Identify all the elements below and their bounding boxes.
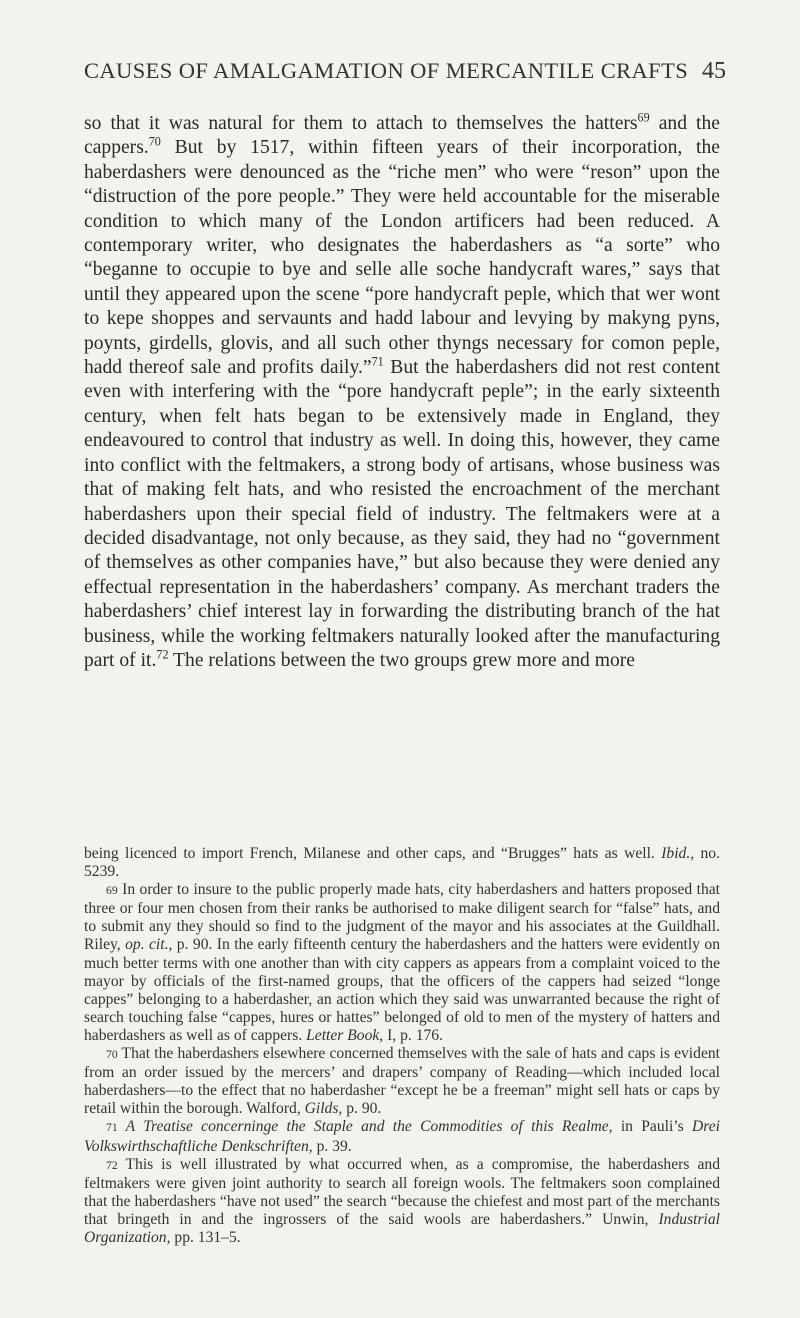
paragraph: so that it was natural for them to attach to themselves the hatters$^{69}$ and the cappers.$^{70}$ But by 1517, within fifteen years of their incorporation, the haberdashers were denounced as the “riche men” who were “reson” upon the “distruction of the pore people.” They were held accountable for the miserable condition to which many of the London artificers had been reduced. A contemporary writer, who designates the haberdashers as “a sorte” who “beganne to occupie to bye and selle alle soche handycraft wares,” says that until they appeared upon the scene “pore handycraft peple, which that wer wont to kepe shoppes and servaunts and hadd labour and levying by makyng pyns, poynts, girdells, glovis, and all such other thyngs necessary for comon peple, hadd thereof sale and profits daily.”$^{71}$ But the haberdashers did not rest content even with interfering with the “pore handycraft peple”; in the early sixteenth century, when felt hats began to be extensively made in England, they endeavoured to control that industry as well. In doing this, however, they came into conflict with the feltmakers, a strong body of artisans, whose business was that of making felt hats, and who resisted the encroachment of the merchant haberdashers upon their special field of industry. The feltmakers were at a decided disadvantage, not only because, as they said, they had no “government of themselves as other companies have,” but also because they were denied any effectual representation in the haberdashers’ company. As merchant traders the haberdashers’ chief interest lay in forwarding the distributing branch of the hat business, while the working feltmakers naturally looked after the manufacturing part of it.$^{72}$ The relations between the two groups grew more and more — [84, 110, 720, 671]
footnote-70: 70 That the haberdashers elsewhere concerned themselves with the sale of hats and caps is evident from an order issued by the mercers’ and drapers’ company of Reading—which included local haberdashers—to the effect that no haberdasher “except he be a freeman” might sell hats or caps by retail within the borough. Walford, Gilds, p. 90. — [84, 1045, 720, 1118]
footnote-69: 69 In order to insure to the public properly made hats, city haberdashers and hatters proposed that three or four men chosen from their ranks be authorised to make diligent search for “false” hats, and to submit any they should so find to the judgment of the mayor and his associates at the Guildhall. Riley, op. cit., p. 90. In the early fifteenth century the haberdashers and the hatters were evidently on much better terms with one another than with city cappers as appears from a complaint voiced to the mayor by officials of the first-named groups, that the officers of the cappers had seized “longe cappes” belonging to a haberdasher, an action which they said was unwarranted because the right of search touching false “cappes, hures or hattes” belonged of old to men of the mystery of hatters and haberdashers as well as of cappers. Letter Book, I, p. 176. — [84, 881, 720, 1044]
footnote-ref-70: 70 — [148, 134, 161, 149]
footnote-number: 71 — [106, 1121, 118, 1135]
chapter-title: CAUSES OF AMALGAMATION OF MERCANTILE CRAFTS — [84, 58, 689, 83]
running-header — [84, 58, 726, 85]
footnote-71: 71 A Treatise concerninge the Staple and the Commodities of this Realme, in Pauli’s Drei Volkswirthschaftliche Denkschriften, p. 39. — [84, 1118, 721, 1155]
footnote-number: 69 — [106, 884, 118, 898]
footnote-number: 72 — [106, 1158, 118, 1172]
footnote-ref-69: 69 — [637, 110, 650, 125]
footnotes — [84, 845, 720, 1247]
main-text — [84, 112, 720, 673]
footnote-continuation: being licenced to import French, Milanese and other caps, and “Brugges” hats as well. Ibid., no. 5239. — [84, 845, 721, 881]
footnote-ref-71: 71 — [371, 354, 384, 369]
footnote-number: 70 — [106, 1048, 118, 1062]
footnote-ref-72: 72 — [156, 647, 169, 662]
page-number: 45 — [702, 58, 726, 84]
footnote-72: 72 This is well illustrated by what occurred when, as a compromise, the haberdashers and feltmakers were given joint authority to search all foreign wools. The feltmakers soon complained that the haberdashers “have not used” the search “because the chiefest and most part of the merchants that bringeth in and the ingrossers of the said wools are haberdashers.” Unwin, Industrial Organization, pp. 131–5. — [84, 1155, 720, 1246]
